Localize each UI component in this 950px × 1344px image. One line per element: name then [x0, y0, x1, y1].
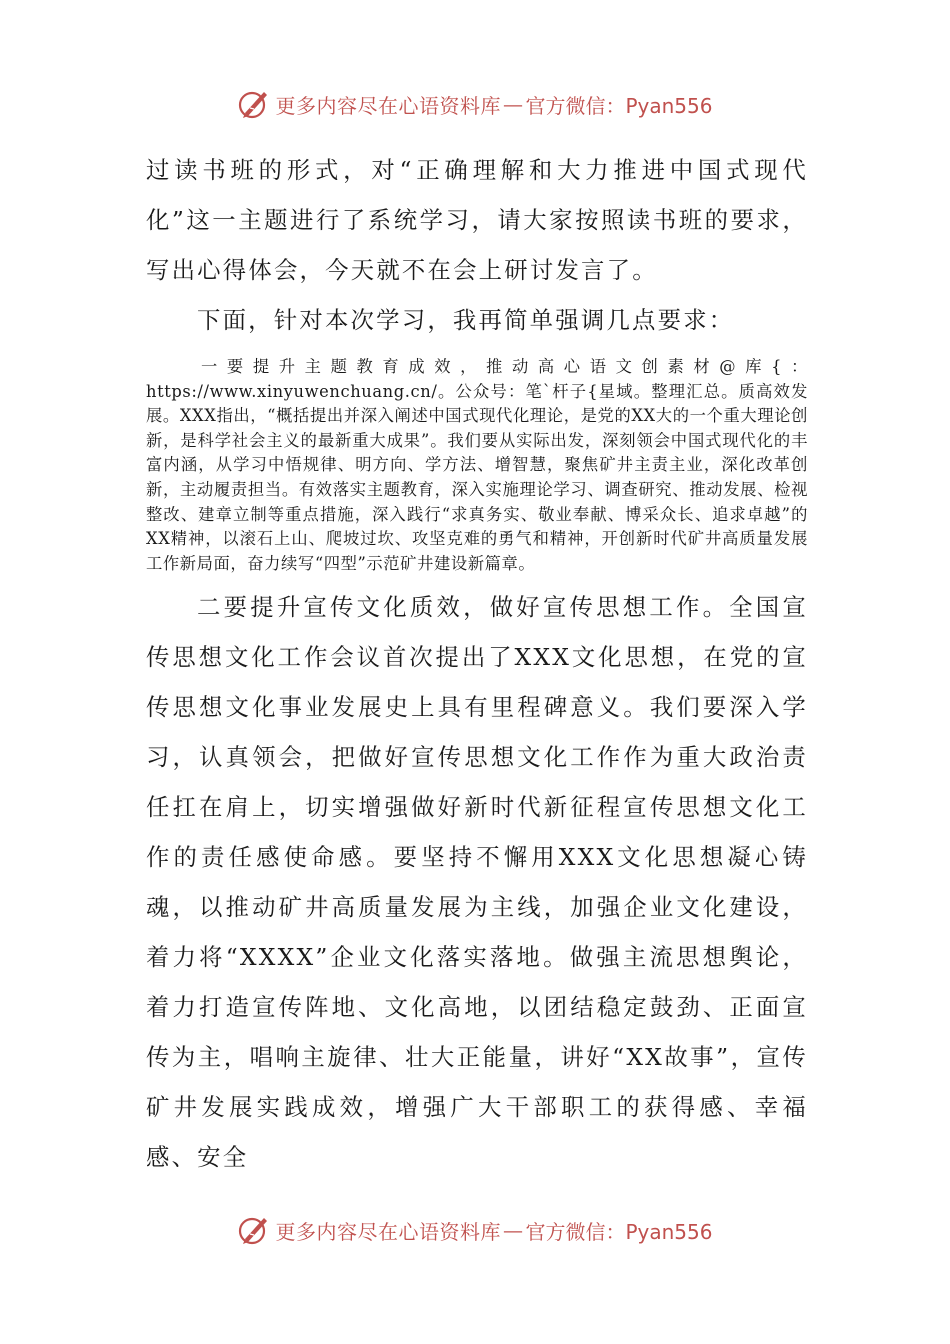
header-watermark-banner [0, 84, 950, 124]
paragraph-requirements-lead: 下面，针对本次学习，我再简单强调几点要求： [197, 306, 735, 334]
banner-contact: 官方微信：Pyan556 [525, 93, 713, 118]
footer-watermark-banner [0, 1210, 950, 1250]
paragraph-requirement-two: 二要提升宣传文化质效，做好宣传思想工作。全国宣传思想文化工作会议首次提出了XXX文化思想，在党的宣传思想文化事业发展史上具有里程碑意义。我们要深入学习，认真领会，把做好宣传思想文化工作作为重大政治责任扛在肩上，切实增强做好新时代新征程宣传思想文化工作的责任感使命感。要坚持不懈用XXX文化思想凝心铸魂，以推动矿井高质量发展为主线，加强企业文化建设，着力将“XXXX”企业文化落实落地。做强主流思想舆论，着力打造宣传阵地、文化高地，以团结稳定鼓劲、正面宣传为主，唱响主旋律、壮大正能量，讲好“XX故事”，宣传矿井发展实践成效，增强广大干部职工的获得感、幸福感、安全 [146, 593, 808, 1172]
banner-text: 更多内容尽在心语资料库 [275, 93, 501, 118]
banner-text: 更多内容尽在心语资料库 [275, 1219, 501, 1244]
paragraph-requirement-one: 一要提升主题教育成效，推动高心语文创素材@库{：https://www.xinyuwenchuang.cn/。公众号：笔`杆子{星域。整理汇总。质高效发展。XXX指出，“概括提出并深入阐述中国式现代化理论，是党的XX大的一个重大理论创新，是科学社会主义的最新重大成果”。我们要从实际出发，深刻领会中国式现代化的丰富内涵，从学习中悟规律、明方向、学方法、增智慧，聚焦矿井主责主业，深化改革创新，主动履责担当。有效落实主题教育，深入实施理论学习、调查研究、推动发展、检视整改、建章立制等重点措施，深入践行“求真务实、敬业奉献、博采众长、追求卓越”的XX精神，以滚石上山、爬坡过坎、攻坚克难的勇气和精神，开创新时代矿井高质量发展工作新局面，奋力续写“四型”示范矿井建设新篇章。 [146, 357, 808, 573]
document-body [146, 145, 808, 1182]
quill-pen-logo-icon [237, 87, 271, 121]
paragraph-intro: 过读书班的形式，对“正确理解和大力推进中国式现代化”这一主题进行了系统学习，请大家按照读书班的要求，写出心得体会，今天就不在会上研讨发言了。 [146, 156, 808, 284]
banner-contact: 官方微信：Pyan556 [525, 1219, 713, 1244]
banner-separator: — [502, 1218, 524, 1242]
banner-separator: — [502, 92, 524, 116]
quill-pen-logo-icon [237, 1213, 271, 1247]
